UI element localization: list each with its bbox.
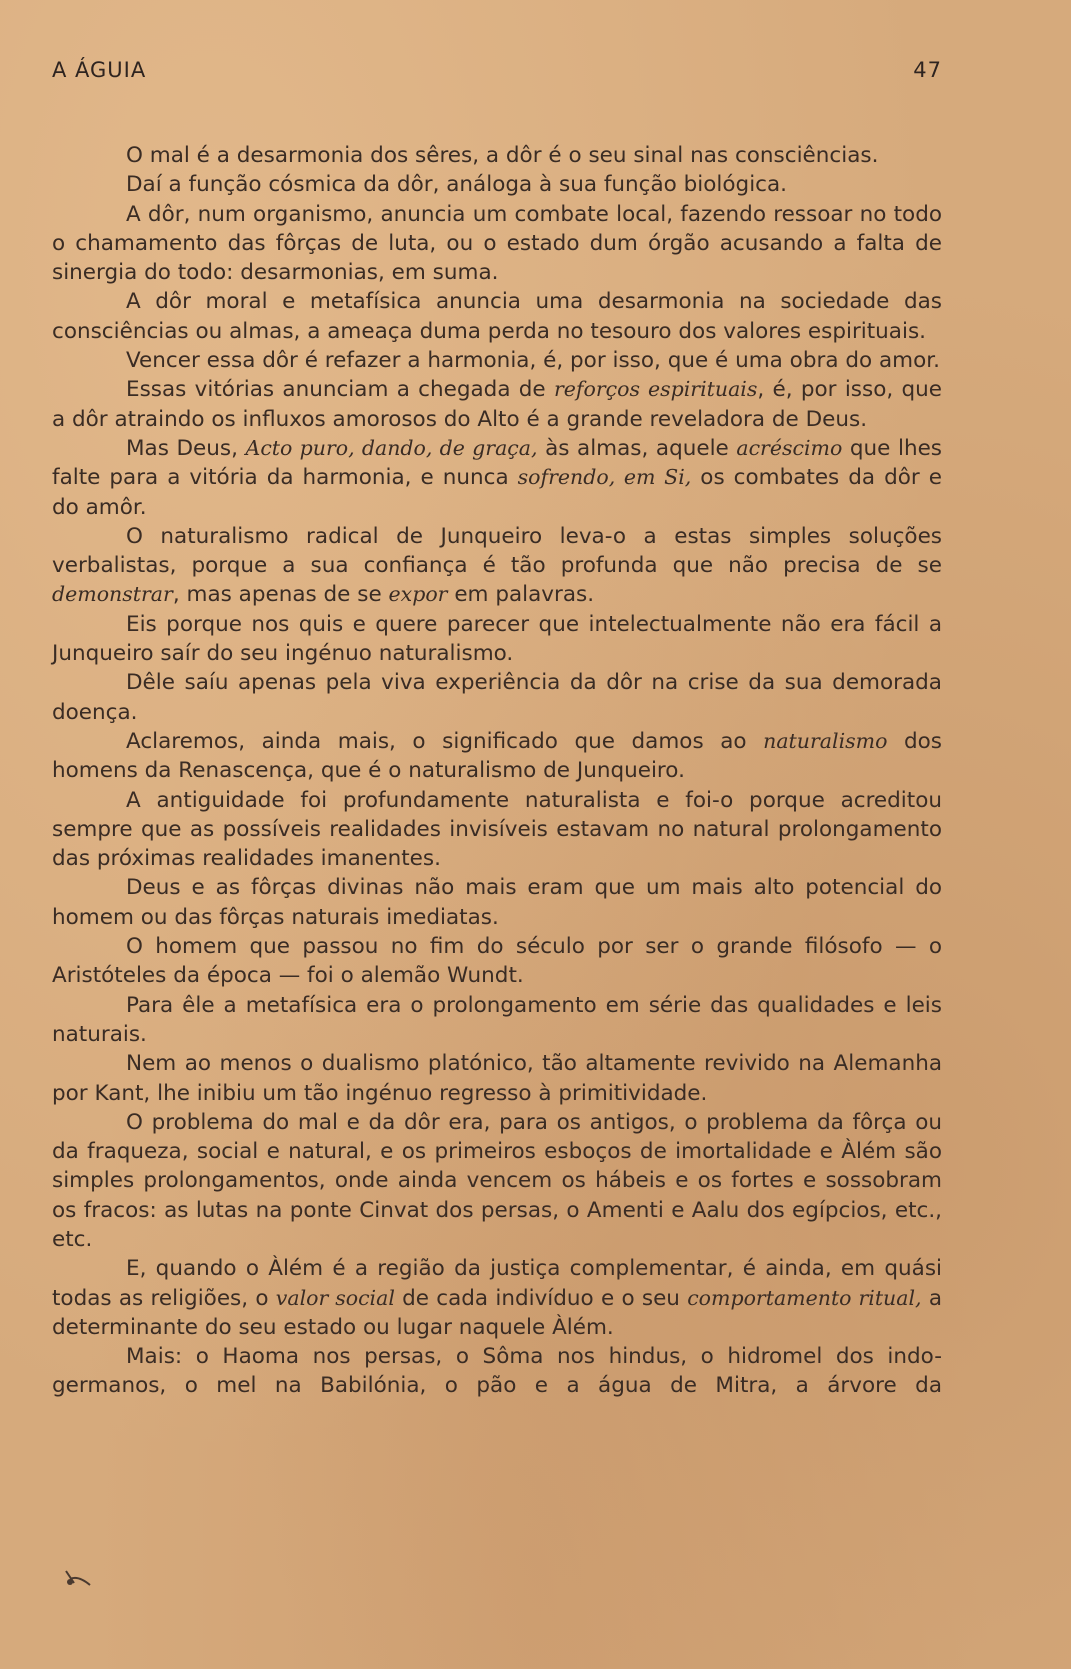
text-run: Dêle saíu apenas pela viva experiência da dôr na crise da sua demorada doença. (52, 670, 942, 725)
paragraph (52, 375, 942, 434)
text-run: a determinante do seu estado ou lugar naquele Àlém. (52, 1285, 942, 1340)
paragraph (52, 668, 942, 727)
text-run: , é, por isso, que a dôr atraindo os influxos amorosos do Alto é a grande reveladora de Deus. (52, 377, 942, 432)
paragraph (52, 1049, 942, 1108)
paragraph (52, 786, 942, 874)
paragraph (52, 287, 942, 346)
text-run: Para êle a metafísica era o prolongamento em série das qualidades e leis naturais. (52, 992, 942, 1047)
text-run: Vencer essa dôr é refazer a harmonia, é, por isso, que é uma obra do amor. (126, 348, 940, 374)
paragraph (52, 991, 942, 1050)
running-head (52, 58, 942, 88)
text-run: Daí a função cósmica da dôr, análoga à sua função biológica. (126, 172, 788, 198)
text-run: Mais: o Haoma nos persas, o Sôma nos hindus, o hidromel dos indo-germanos, o mel na Babilónia, o pão e a água de Mitra, a árvore da (52, 1344, 942, 1399)
text-run: às almas, aquele (537, 435, 737, 461)
text-run: E, quando o Àlém é a região da justiça complementar, é ainda, em quási todas as religiões, o (52, 1256, 942, 1311)
paragraph (52, 610, 942, 669)
text-run: em palavras. (447, 582, 595, 608)
text-run: , mas apenas de se (172, 582, 389, 608)
text-run: O mal é a desarmonia dos sêres, a dôr é o seu sinal nas consciências. (126, 143, 879, 168)
text-run: A dôr, num organismo, anuncia um combate local, fazendo ressoar no todo o chamamento das fôrças de luta, ou o estado dum órgão acusando a falta de sinergia do todo: desarmonias, em suma. (52, 201, 942, 286)
text-run: de cada indivíduo e o seu (394, 1285, 688, 1311)
paragraph (52, 346, 942, 375)
paragraph (52, 1342, 942, 1401)
paragraph (52, 522, 942, 610)
article-body (52, 141, 942, 1401)
text-run: A dôr moral e metafísica anuncia uma desarmonia na sociedade das consciências ou almas, a ameaça duma perda no tesouro dos valores espirituais. (52, 289, 942, 344)
italic-text: demonstrar (52, 582, 173, 607)
paragraph (52, 141, 942, 170)
text-run: Essas vitórias anunciam a chegada de (126, 377, 554, 403)
italic-text: naturalismo (763, 728, 888, 753)
paragraph (52, 873, 942, 932)
text-run: Mas Deus, (126, 435, 246, 461)
italic-text: valor social (275, 1285, 395, 1310)
page-number: 47 (913, 58, 942, 82)
text-run: O problema do mal e da dôr era, para os antigos, o problema da fôrça ou da fraqueza, social e natural, e os primeiros esboços de imortalidade e Àlém são simples prolongamentos, onde ainda vencem os hábeis e os fortes e sossobram os fracos: as lutas na ponte Cinvat dos persas, o Amenti e Aalu dos egípcios, etc., etc. (52, 1109, 942, 1252)
paragraph (52, 1254, 942, 1342)
text-run: Aclaremos, ainda mais, o significado que damos ao (126, 728, 764, 754)
text-run: O homem que passou no fim do século por ser o grande filósofo — o Aristóteles da época — foi o alemão Wundt. (52, 934, 942, 989)
italic-text: Acto puro, dando, de graça, (245, 435, 538, 460)
text-run: Nem ao menos o dualismo platónico, tão altamente revivido na Alemanha por Kant, lhe inibiu um tão ingénuo regresso à primitividade. (52, 1051, 942, 1106)
text-run: A antiguidade foi profundamente naturalista e foi-o porque acreditou sempre que as possíveis realidades invisíveis estavam no natural prolongamento das próximas realidades imanentes. (52, 787, 942, 872)
text-run: Eis porque nos quis e quere parecer que intelectualmente não era fácil a Junqueiro saír do seu ingénuo naturalismo. (52, 611, 942, 667)
italic-text: sofrendo, em Si, (517, 465, 692, 490)
paragraph (52, 434, 942, 522)
text-run: que lhes falte para a vitória da harmonia, e nunca (52, 435, 942, 491)
italic-text: comportamento ritual, (687, 1285, 922, 1310)
page (52, 0, 942, 1669)
text-run: dos homens da Renascença, que é o naturalismo de Junqueiro. (52, 728, 943, 784)
paragraph (52, 170, 942, 199)
italic-text: expor (388, 582, 448, 607)
paragraph (52, 200, 942, 288)
italic-text: reforços espirituais (553, 377, 758, 402)
text-run: os combates da dôr e do amôr. (52, 465, 942, 520)
journal-title: A ÁGUIA (52, 58, 147, 82)
paragraph (52, 932, 942, 991)
italic-text: acréscimo (736, 435, 843, 460)
text-run: Deus e as fôrças divinas não mais eram que um mais alto potencial do homem ou das fôrças naturais imediatas. (52, 875, 942, 930)
paragraph (52, 1108, 942, 1254)
ink-mark-icon (60, 1565, 100, 1589)
paragraph (52, 727, 942, 786)
text-run: O naturalismo radical de Junqueiro leva-o a estas simples soluções verbalistas, porque a sua confiança é tão profunda que não precisa de se (52, 523, 942, 579)
